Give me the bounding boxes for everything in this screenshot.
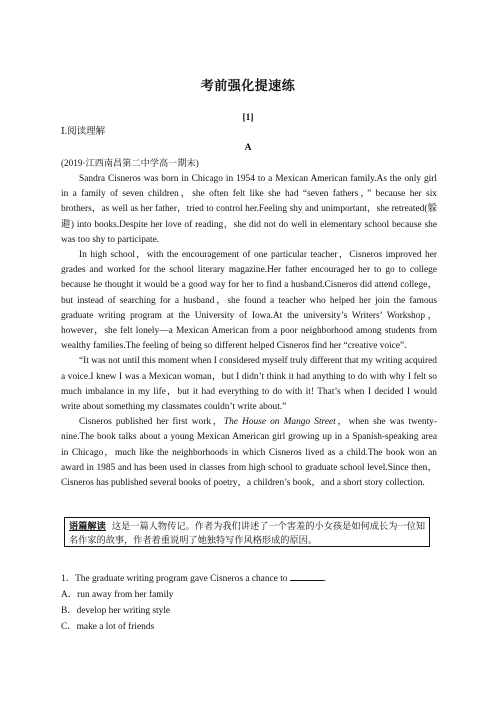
question-1 — [61, 571, 437, 635]
paragraph-4-start: Cisneros published her first work， — [79, 417, 224, 428]
answer-blank — [290, 571, 324, 581]
book-title: The House on Mango Street — [223, 417, 336, 428]
paragraph-4 — [61, 415, 437, 491]
question-stem-text: 1．The graduate writing program gave Cisneros a chance to — [61, 574, 288, 584]
option-c: C．make a lot of friends — [61, 622, 155, 632]
paragraph-3: “It was not until this moment when I considered myself truly different that my writing acquired a voice.I knew I was a Mexican woman，but I didn’t think it had anything to do with why I felt so much imbalance in my life，but it had everything to do with it! That’s when I decided I would write about something my classmates couldn’t write about.” — [61, 356, 437, 413]
passage-letter: A — [244, 143, 252, 153]
discourse-note-box — [64, 517, 430, 547]
section-heading: Ⅰ.阅读理解 — [61, 127, 106, 137]
passage-source: (2019·江西南昌第二中学高一期末) — [61, 158, 199, 168]
option-a: A．run away from her family — [61, 590, 174, 600]
passage-body — [61, 172, 437, 491]
exercise-code: [1] — [242, 113, 254, 123]
question-stem-end: . — [323, 574, 327, 584]
option-b: B．develop her writing style — [61, 606, 171, 616]
note-text: 这是一篇人物传记。作者为我们讲述了一个害羞的小女孩是如何成长为一位知名作家的故事，作者着重说明了她独特写作风格形成的原因。 — [69, 521, 426, 545]
question-stem — [61, 571, 437, 587]
note-label: 语篇解读 — [69, 521, 106, 531]
paragraph-1: Sandra Cisneros was born in Chicago in 1954 to a Mexican American family.As the only girl in a family of seven children，she often felt like she had “seven fathers，” because her six brothers，as well as her father，tried to control her.Feeling shy and unimportant，she retreated(躲避) into books.Despite her love of reading，she did not do well in elementary school because she was too shy to participate. — [61, 174, 437, 245]
paragraph-2: In high school，with the encouragement of one particular teacher，Cisneros improved her grades and worked for the school literary magazine.Her father encouraged her to go to college because he thought it would be a good way for her to find a husband.Cisneros did attend college，but instead of searching for a husband，she found a teacher who helped her join the famous graduate writing program at the University of Iowa.At the university’s Writers’ Workshop，however，she felt lonely—a Mexican American from a poor neighborhood among students from wealthy families.The feeling of being so different helped Cisneros find her “creative voice”. — [61, 250, 437, 352]
page-title: 考前强化提速练 — [200, 78, 296, 93]
paragraph-4-rest: ，when she was twenty-nine.The book talks about a young Mexican American girl growing up in a Spanish-speaking area in Chicago，much like the neighborhoods in which Cisneros lived as a child.The book won an award in 1985 and has been used in classes from high school to graduate school level.Since then，Cisneros has published several books of poetry，a children’s book，and a short story collection. — [61, 417, 437, 489]
